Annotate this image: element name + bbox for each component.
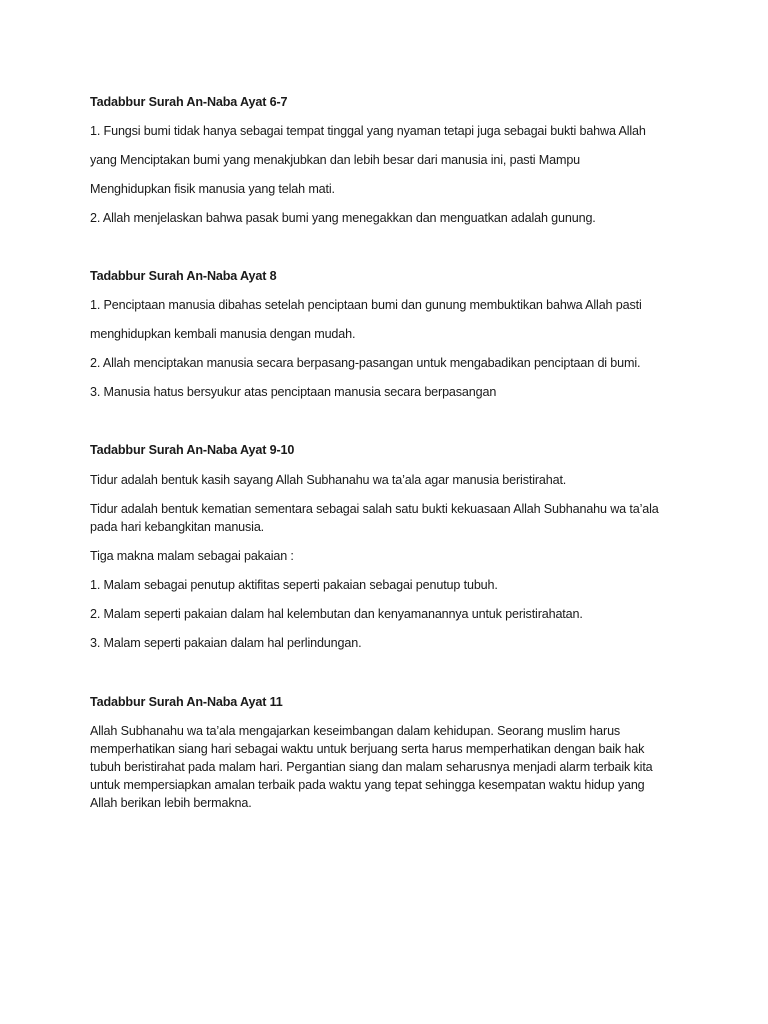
paragraph-line: 2. Allah menjelaskan bahwa pasak bumi yang menegakkan dan menguatkan adalah gunung. <box>90 211 596 225</box>
paragraph-line: Tiga makna malam sebagai pakaian : <box>90 549 294 563</box>
paragraph-line: 1. Penciptaan manusia dibahas setelah penciptaan bumi dan gunung membuktikan bahwa Allah pasti <box>90 298 642 312</box>
paragraph-line: menghidupkan kembali manusia dengan mudah. <box>90 327 356 341</box>
paragraph-line: 1. Fungsi bumi tidak hanya sebagai tempat tinggal yang nyaman tetapi juga sebagai bukti bahwa Allah <box>90 124 646 138</box>
paragraph-line: Tidur adalah bentuk kematian sementara sebagai salah satu bukti kekuasaan Allah Subhanahu wa ta’ala <box>90 502 659 516</box>
paragraph-line: 3. Manusia hatus bersyukur atas penciptaan manusia secara berpasangan <box>90 385 497 399</box>
paragraph-line: 2. Allah menciptakan manusia secara berpasang-pasangan untuk mengabadikan penciptaan di bumi. <box>90 356 641 370</box>
paragraph-line: Allah berikan lebih bermakna. <box>90 796 252 810</box>
paragraph-line: 1. Malam sebagai penutup aktifitas seperti pakaian sebagai penutup tubuh. <box>90 578 498 592</box>
paragraph-line: memperhatikan siang hari sebagai waktu untuk berjuang serta harus memperhatikan dengan baik hak <box>90 742 645 756</box>
paragraph-line: untuk mempersiapkan amalan terbaik pada waktu yang tepat sehingga kesempatan waktu hidup yang <box>90 778 645 792</box>
section-heading: Tadabbur Surah An-Naba Ayat 11 <box>90 695 283 709</box>
paragraph-line: 3. Malam seperti pakaian dalam hal perlindungan. <box>90 636 362 650</box>
paragraph-line: Menghidupkan fisik manusia yang telah mati. <box>90 182 335 196</box>
section-heading: Tadabbur Surah An-Naba Ayat 8 <box>90 269 277 283</box>
section-heading: Tadabbur Surah An-Naba Ayat 9-10 <box>90 443 295 457</box>
paragraph-line: pada hari kebangkitan manusia. <box>90 520 265 534</box>
paragraph-line: Allah Subhanahu wa ta’ala mengajarkan keseimbangan dalam kehidupan. Seorang muslim harus <box>90 724 621 738</box>
paragraph-line: yang Menciptakan bumi yang menakjubkan dan lebih besar dari manusia ini, pasti Mampu <box>90 153 581 167</box>
paragraph-line: Tidur adalah bentuk kasih sayang Allah Subhanahu wa ta’ala agar manusia beristirahat. <box>90 473 567 487</box>
paragraph-line: tubuh beristirahat pada malam hari. Pergantian siang dan malam seharusnya menjadi alarm terbaik kita <box>90 760 653 774</box>
paragraph-line: 2. Malam seperti pakaian dalam hal kelembutan dan kenyamanannya untuk peristirahatan. <box>90 607 583 621</box>
section-heading: Tadabbur Surah An-Naba Ayat 6-7 <box>90 95 288 109</box>
